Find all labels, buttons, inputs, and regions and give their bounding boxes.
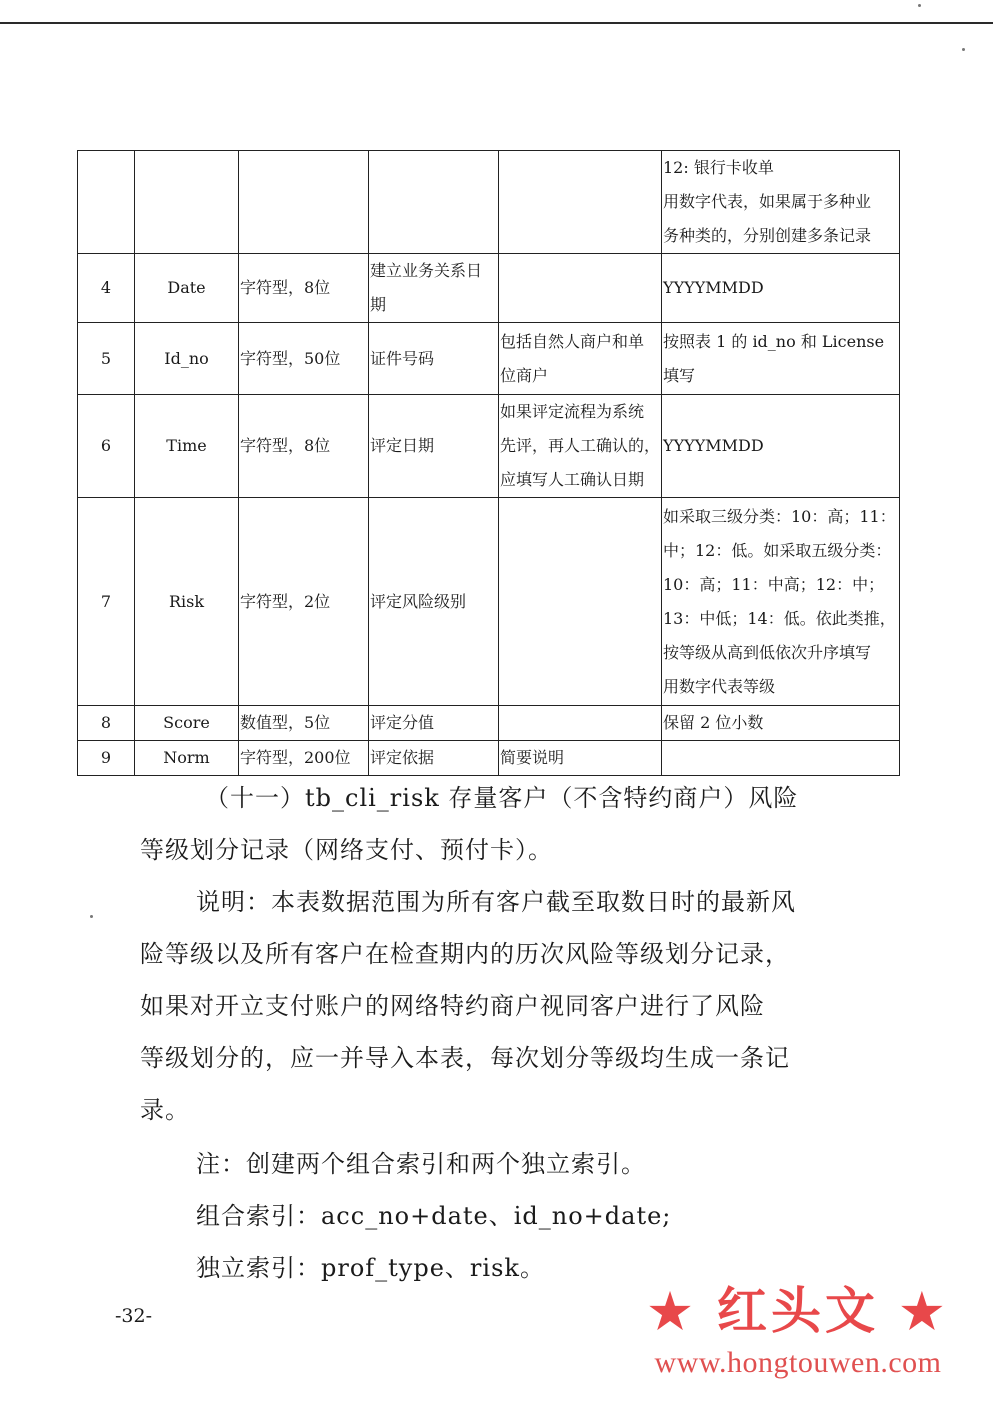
field-type: 字符型，2位 bbox=[239, 498, 369, 706]
field-remark-line: 按照表 1 的 id_no 和 License bbox=[663, 331, 885, 351]
table-row bbox=[78, 395, 900, 498]
row-number: 5 bbox=[78, 323, 135, 395]
row-number: 7 bbox=[78, 498, 135, 706]
table-body bbox=[78, 151, 900, 776]
field-name: Norm bbox=[135, 741, 239, 776]
combo-index-line: 组合索引：acc_no+date、id_no+date; bbox=[196, 1202, 672, 1230]
field-remark bbox=[662, 741, 900, 776]
field-note-line: 如果评定流程为系统 bbox=[500, 402, 645, 421]
row-number: 4 bbox=[78, 254, 135, 323]
watermark-url: www.hongtouwen.com bbox=[654, 1346, 942, 1379]
field-remark-line: YYYYMMDD bbox=[663, 278, 764, 297]
scan-speck bbox=[962, 48, 965, 51]
field-description-line: 评定日期 bbox=[370, 436, 435, 455]
field-note-line: 包括自然人商户和单 bbox=[500, 331, 645, 351]
field-remark-line: 12: 银行卡收单 bbox=[663, 158, 774, 177]
field-name: Date bbox=[135, 254, 239, 323]
field-note bbox=[499, 395, 662, 498]
watermark-title-row bbox=[618, 1280, 978, 1343]
field-note-line: 先评，再人工确认的， bbox=[500, 436, 661, 455]
row-number: 8 bbox=[78, 706, 135, 741]
field-name: Time bbox=[135, 395, 239, 498]
field-type: 字符型，8位 bbox=[239, 395, 369, 498]
row-number bbox=[78, 151, 135, 254]
field-note-line: 应填写人工确认日期 bbox=[500, 470, 645, 489]
field-name: Risk bbox=[135, 498, 239, 706]
section-heading-line1: （十一）tb_cli_risk 存量客户（不含特约商户）风险 bbox=[205, 784, 799, 812]
field-remark bbox=[662, 254, 900, 323]
field-description-line: 评定分值 bbox=[370, 713, 435, 732]
field-remark-line: 10：高；11：中高；12：中； bbox=[663, 574, 885, 594]
field-remark-line: 务种类的，分别创建多条记录 bbox=[663, 226, 872, 245]
field-note-line: 简要说明 bbox=[500, 748, 565, 767]
field-remark-line: 中；12：低。如采取五级分类： bbox=[663, 540, 892, 560]
field-name: Id_no bbox=[135, 323, 239, 395]
field-remark-line: 13：中低；14：低。依此类推， bbox=[663, 608, 896, 628]
field-description bbox=[369, 395, 499, 498]
field-note bbox=[499, 741, 662, 776]
field-remark-line: 填写 bbox=[663, 365, 696, 385]
description-line4: 等级划分的，应一并导入本表，每次划分等级均生成一条记 bbox=[140, 1044, 790, 1072]
field-note-line: 位商户 bbox=[500, 365, 549, 385]
table-row bbox=[78, 151, 900, 254]
field-definition-table bbox=[77, 150, 900, 776]
field-description-line: 评定依据 bbox=[370, 748, 435, 767]
field-description-line: 证件号码 bbox=[370, 348, 435, 368]
description-line2: 险等级以及所有客户在检查期内的历次风险等级划分记录， bbox=[140, 940, 790, 968]
row-number: 6 bbox=[78, 395, 135, 498]
site-watermark bbox=[618, 1280, 978, 1390]
field-remark bbox=[662, 706, 900, 741]
page-number: -32- bbox=[115, 1305, 153, 1327]
scan-speck bbox=[918, 4, 921, 7]
index-note: 注：创建两个组合索引和两个独立索引。 bbox=[196, 1150, 646, 1178]
table-row bbox=[78, 323, 900, 395]
top-border-line bbox=[0, 22, 993, 24]
field-type: 字符型，50位 bbox=[239, 323, 369, 395]
field-remark-line: 保留 2 位小数 bbox=[663, 713, 764, 732]
single-index-line: 独立索引：prof_type、risk。 bbox=[196, 1254, 545, 1282]
table-row bbox=[78, 254, 900, 323]
field-remark-line: 用数字代表等级 bbox=[663, 676, 776, 696]
field-description bbox=[369, 323, 499, 395]
field-note bbox=[499, 151, 662, 254]
field-type bbox=[239, 151, 369, 254]
field-description bbox=[369, 706, 499, 741]
field-note bbox=[499, 706, 662, 741]
field-remark-line: YYYYMMDD bbox=[663, 436, 764, 455]
field-description-line: 建立业务关系日 bbox=[370, 261, 483, 280]
field-type: 字符型，200位 bbox=[239, 741, 369, 776]
field-remark bbox=[662, 498, 900, 706]
field-remark bbox=[662, 395, 900, 498]
field-remark bbox=[662, 323, 900, 395]
field-name: Score bbox=[135, 706, 239, 741]
description-line5: 录。 bbox=[140, 1096, 190, 1124]
field-name bbox=[135, 151, 239, 254]
field-description-line: 评定风险级别 bbox=[370, 591, 467, 611]
field-description bbox=[369, 151, 499, 254]
watermark-title: 红头文 bbox=[717, 1281, 879, 1340]
description-line1: 说明：本表数据范围为所有客户截至取数日时的最新风 bbox=[196, 888, 796, 916]
table-row bbox=[78, 706, 900, 741]
field-note bbox=[499, 323, 662, 395]
field-note bbox=[499, 254, 662, 323]
table-row bbox=[78, 741, 900, 776]
field-description bbox=[369, 741, 499, 776]
field-description-line: 期 bbox=[370, 295, 387, 314]
description-line3: 如果对开立支付账户的网络特约商户视同客户进行了风险 bbox=[140, 992, 765, 1020]
field-remark-line: 如采取三级分类：10：高；11： bbox=[663, 506, 896, 526]
field-remark-line: 用数字代表，如果属于多种业 bbox=[663, 192, 872, 211]
field-type: 数值型，5位 bbox=[239, 706, 369, 741]
field-type: 字符型，8位 bbox=[239, 254, 369, 323]
scan-speck bbox=[90, 915, 93, 918]
table-row bbox=[78, 498, 900, 706]
field-remark-line: 按等级从高到低依次升序填写 bbox=[663, 642, 872, 662]
field-description bbox=[369, 254, 499, 323]
star-icon: ★ bbox=[900, 1284, 948, 1340]
field-note bbox=[499, 498, 662, 706]
section-heading-line2: 等级划分记录（网络支付、预付卡）。 bbox=[140, 836, 553, 864]
row-number: 9 bbox=[78, 741, 135, 776]
field-remark bbox=[662, 151, 900, 254]
field-description bbox=[369, 498, 499, 706]
star-icon: ★ bbox=[648, 1284, 696, 1340]
